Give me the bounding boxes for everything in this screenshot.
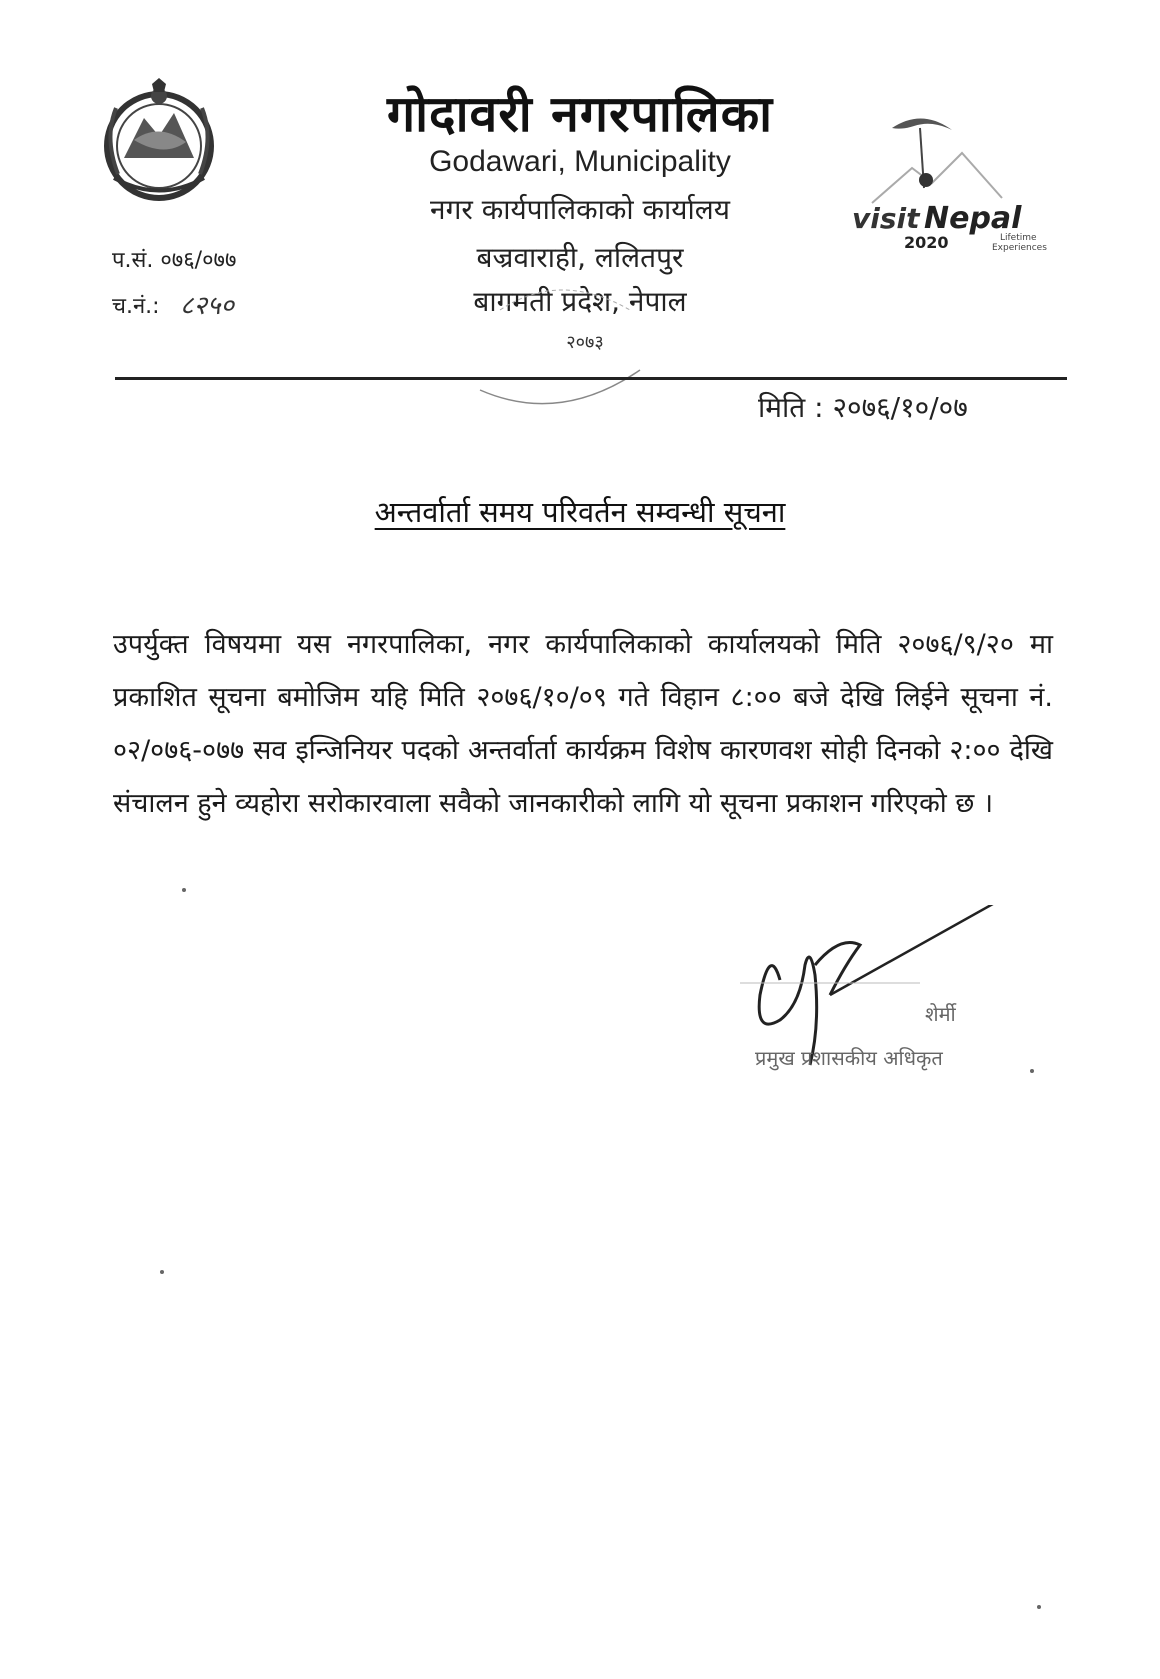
- scan-speck: [182, 888, 186, 892]
- visit-tagline-2: Experiences: [992, 243, 1047, 253]
- scan-speck: [1030, 1069, 1034, 1073]
- scan-speck: [160, 1270, 164, 1274]
- signatory-title: प्रमुख प्रशासकीय अधिकृत: [755, 1046, 943, 1070]
- signatory-name: शेर्मी: [925, 1002, 956, 1026]
- notice-body: उपर्युक्त विषयमा यस नगरपालिका, नगर कार्यपालिकाको कार्यालयको मिति २०७६/९/२० मा प्रकाशित सूचना बमोजिम यहि मिति २०७६/१०/०९ गते विहान ८:०० बजे देखि लिईने सूचना नं. ०२/०७६-०७७ सव इन्जिनियर पदको अन्तर्वार्ता कार्यक्रम विशेष कारणवश सोही दिनको २:०० देखि संचालन हुने व्यहोरा सरोकारवाला सवैको जानकारीको लागि यो सूचना प्रकाशन गरिएको छ ।: [113, 629, 1053, 819]
- visit-word: visit: [852, 202, 920, 235]
- visit-tagline-1: Lifetime: [1000, 233, 1037, 243]
- visit-year: 2020: [904, 233, 949, 252]
- dispatch-number-value: ८२५०: [180, 291, 235, 321]
- letter-date: मिति : २०७६/१०/०७: [758, 391, 968, 424]
- reference-number: प.सं. ०७६/०७७: [112, 248, 237, 273]
- notice-heading-text: अन्तर्वार्ता समय परिवर्तन सम्वन्धी सूचना: [374, 495, 786, 529]
- dispatch-number-label: च.नं.:: [112, 294, 160, 319]
- address-line-2: बागमती प्रदेश, नेपाल: [473, 285, 687, 318]
- stamp-year: २०७३: [566, 332, 604, 353]
- municipality-title: गोदावरी नगरपालिका: [386, 85, 774, 143]
- scan-speck: [1037, 1605, 1041, 1609]
- nepal-government-emblem-icon: [94, 78, 224, 208]
- office-name: नगर कार्यपालिकाको कार्यालय: [430, 193, 730, 226]
- signatory-block: [735, 992, 1035, 1080]
- nepal-word: Nepal: [924, 201, 1022, 236]
- municipality-name-english: Godawari, Municipality: [429, 145, 731, 178]
- address-line-1: बज्रवाराही, ललितपुर: [476, 241, 684, 274]
- header-divider: [115, 377, 1067, 380]
- notice-heading: [0, 492, 1160, 531]
- visit-nepal-2020-logo: [852, 108, 1052, 258]
